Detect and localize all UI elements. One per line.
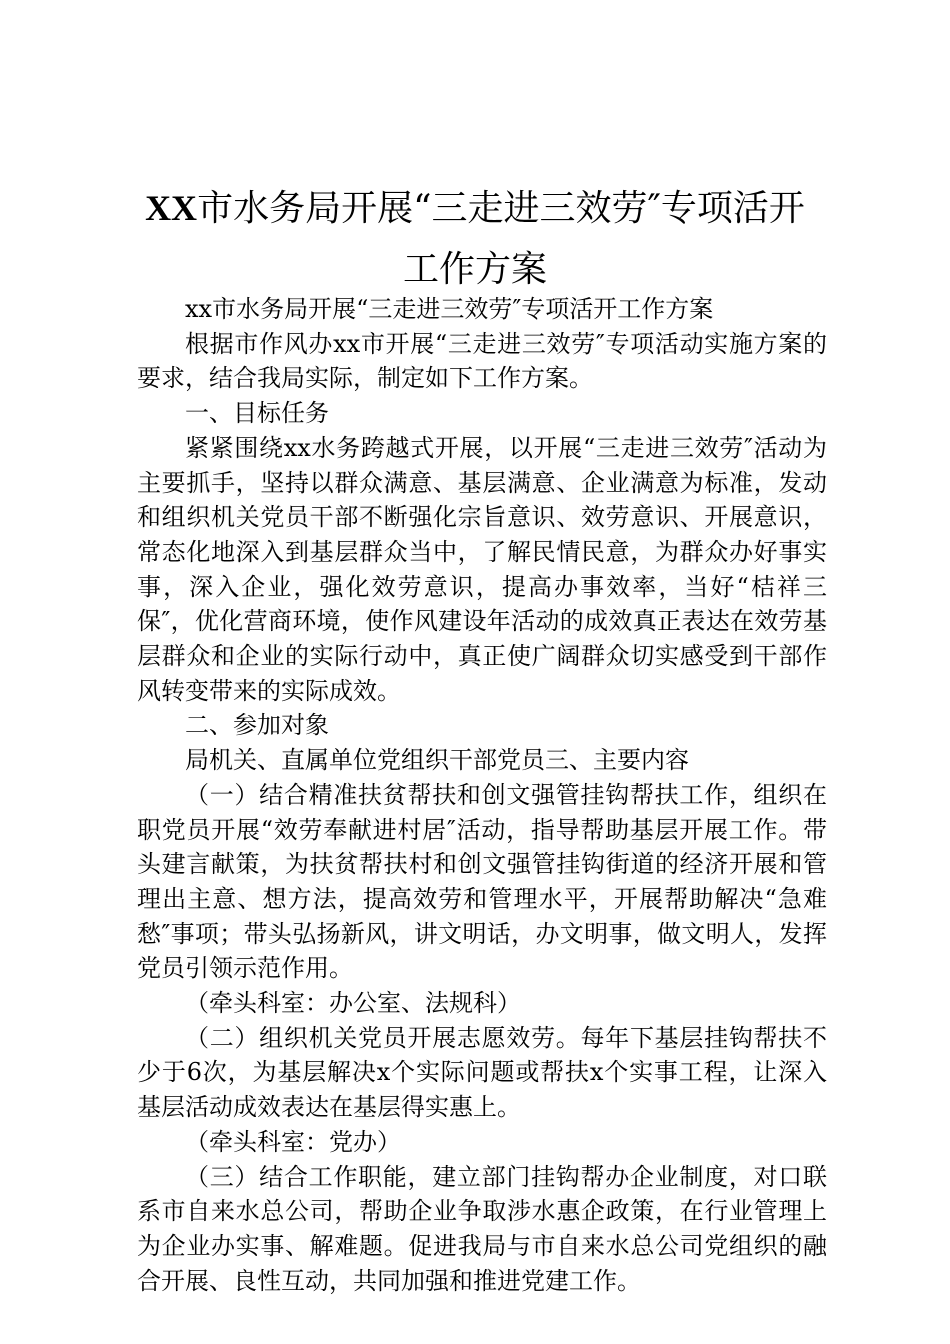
content-item-2: （二）组织机关党员开展志愿效劳。每年下基层挂钩帮扶不少于6次，为基层解决x个实际问题或帮扶x个实事工程，让深入基层活动成效表达在基层得实惠上。	[137, 1023, 827, 1122]
content-item-3: （三）结合工作职能，建立部门挂钩帮办企业制度，对口联系市自来水总公司，帮助企业争取涉水惠企政策，在行业管理上为企业办实事、解难题。促进我局与市自来水总公司党组织的融合开展、良性互动，共同加强和推进党建工作。	[137, 1162, 827, 1295]
title-line-1-text: 市水务局开展“三走进三效劳″专项活开	[197, 188, 805, 229]
title-prefix: XX	[145, 188, 198, 228]
document-body	[137, 292, 827, 1298]
lead-department-2: （牵头科室：党办）	[185, 1127, 401, 1156]
section-heading-goals: 一、目标任务	[185, 399, 329, 428]
document-title-line-1	[100, 176, 850, 241]
document-title-line-2: 工作方案	[402, 249, 547, 290]
content-item-1: （一）结合精准扶贫帮扶和创文强管挂钩帮扶工作，组织在职党员开展“效劳奉献进村居″活动，指导帮助基层开展工作。带头建言献策，为扶贫帮扶村和创文强管挂钩街道的经济开展和管理出主意、想方法，提高效劳和管理水平，开展帮助解决“急难愁″事项；带头弘扬新风，讲文明话，办文明事，做文明人，发挥党员引领示范作用。	[137, 780, 827, 983]
goals-paragraph: 紧紧围绕xx水务跨越式开展，以开展“三走进三效劳″活动为主要抓手，坚持以群众满意、基层满意、企业满意为标准，发动和组织机关党员干部不断强化宗旨意识、效劳意识、开展意识，常态化地深入到基层群众当中，了解民情民意，为群众办好事实事，深入企业，强化效劳意识，提高办事效率，当好“桔祥三保″，优化营商环境，使作风建设年活动的成效真正表达在效劳基层群众和企业的实际行动中，真正使广阔群众切实感受到干部作风转变带来的实际成效。	[137, 433, 827, 705]
intro-paragraph: 根据市作风办xx市开展“三走进三效劳″专项活动实施方案的要求，结合我局实际，制定如下工作方案。	[137, 329, 827, 393]
section-heading-participants: 二、参加对象	[185, 711, 329, 740]
lead-department-1: （牵头科室：办公室、法规科）	[185, 989, 521, 1018]
participants-paragraph: 局机关、直属单位党组织干部党员三、主要内容	[185, 746, 689, 775]
body-subtitle: xx市水务局开展“三走进三效劳″专项活开工作方案	[185, 295, 714, 323]
